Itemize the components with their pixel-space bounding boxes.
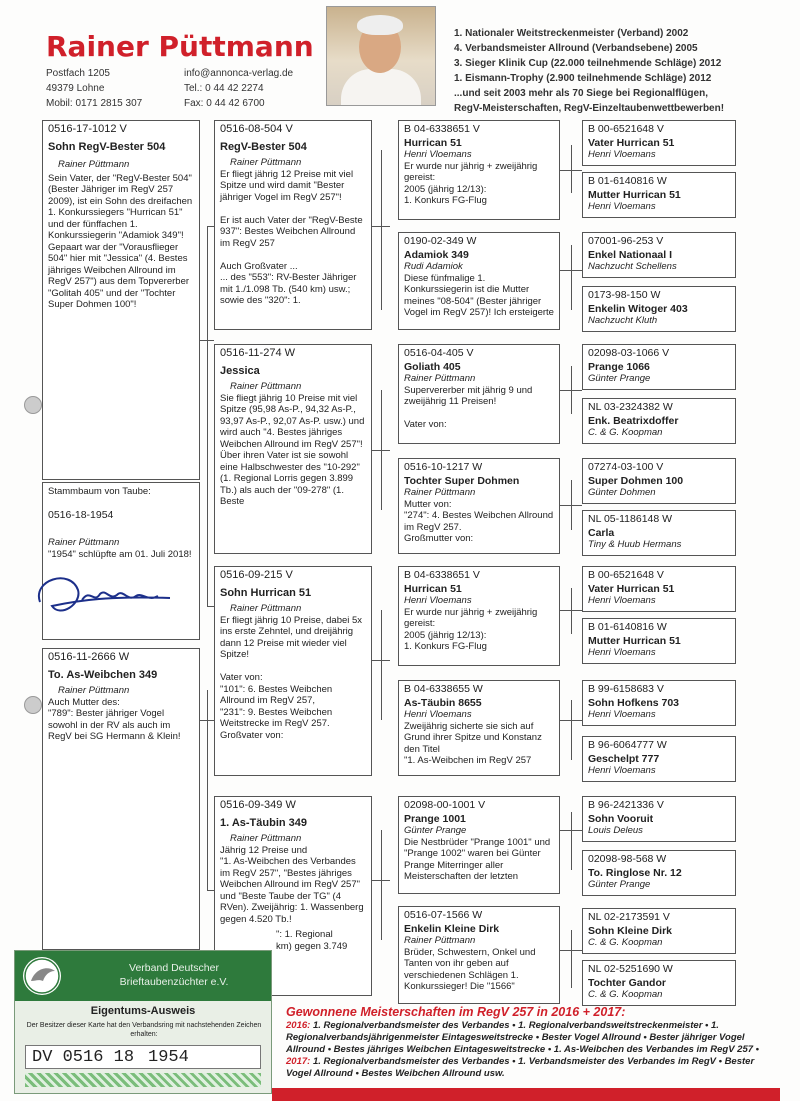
description: Er fliegt jährig 10 Preise, dabei 5x ins erste Zehntel, und dreijährig dann 12 Preise mit wieder viel Spitze! Vater von: "101": 6. Bestes Weibchen Allround im RegV 257, "231": 9. Bestes Weibchen Weitstrecke im RegV 257. Großvater von: (220, 614, 363, 741)
great-grandparent-card (582, 510, 736, 556)
ring-number: 07274-03-100 V (588, 461, 664, 473)
pigeon-name: Sohn Vooruit (588, 812, 654, 825)
ring-number: NL 02-2173591 V (588, 911, 670, 923)
great-grandparent-card (582, 618, 736, 664)
pigeon-name: Carla (588, 526, 615, 539)
description: Er fliegt jährig 12 Preise mit viel Spitze und wird damit "Bester jähriger Vogel im RegV 257"! Er ist auch Vater der "RegV-Beste 937": Bestes Weibchen Allround im RegV 257 Auch Großvater ... ... des "553": RV-Bester Jähriger mit 1./1.098 Tb. (540 km) usw.; sowie des "320": 1. (220, 168, 363, 306)
ring-number: 0173-98-150 W (588, 289, 661, 301)
parent-card-sire (214, 566, 372, 776)
description: Sie fliegt jährig 10 Preise mit viel Spitze (95,98 As-P., 94,32 As-P., 93,97 As-P., 92,07 As-P. usw.) und wird auch "4. Bestes jähriges Weibchen Allround im RegV 257"! Über ihren Vater ist sie sowohl eine Halbschwester des "10-292" (1. Regional Lorris gegen 3.899 Tb.) als auch der "09-278" (1. Beste (220, 392, 365, 507)
ring-number: 0516-07-1566 W (404, 909, 483, 921)
ring-number: NL 02-5251690 W (588, 963, 673, 975)
ring-number: 0516-10-1217 W (404, 461, 483, 473)
pigeon-name: Jessica (220, 364, 260, 377)
year-label: 2017: (286, 1056, 311, 1067)
ring-prefix: DV 0516 18 (32, 1048, 135, 1067)
ring-number: B 00-6521648 V (588, 569, 664, 581)
breeder: Nachzucht Schellens (588, 261, 677, 272)
ring-number: 02098-98-568 W (588, 853, 667, 865)
email: info@annonca-verlag.de (184, 68, 294, 79)
ring-number: 02098-00-1001 V (404, 799, 486, 811)
ring-number: 0516-17-1012 V (48, 123, 127, 135)
breeder: Günter Prange (404, 825, 467, 836)
description-continued: ": 1. Regional km) gegen 3.749 (276, 929, 348, 952)
breeder: Henri Vloemans (404, 595, 472, 606)
great-grandparent-card (582, 736, 736, 782)
description: Jährig 12 Preise und "1. As-Weibchen des Verbandes im RegV 257", "Bestes jähriges Weibchen Allround im RegV 257" und "Beste Taube der TG" (4 RVen). Zweijährig: 1. Wassenberg gegen 4.520 Tb.! (220, 844, 364, 925)
ring-number: B 04-6338651 V (404, 123, 480, 135)
great-grandparent-card (582, 458, 736, 504)
ring-number: 02098-03-1066 V (588, 347, 670, 359)
pigeon-name: To. As-Weibchen 349 (48, 668, 158, 681)
breeder: Rainer Püttmann (230, 157, 302, 168)
pigeon-name: Tochter Super Dohmen (404, 474, 520, 487)
description: Supervererber mit jährig 9 und zweijährig 11 Preisen! Vater von: (404, 384, 533, 430)
year-results: 1. Regionalverbandsmeister des Verbandes • 1. Verbandsmeister des Verbandes im RegV • Bester Vogel Allround • Bestes Weibchen Allround usw. (286, 1056, 755, 1079)
breeder: Louis Deleus (588, 825, 643, 836)
great-grandparent-card (582, 120, 736, 166)
breeder: Henri Vloemans (588, 765, 656, 776)
grandparent-card (398, 120, 560, 220)
grandparent-card (398, 458, 560, 554)
ring-number: B 99-6158683 V (588, 683, 664, 695)
breeder: Rainer Püttmann (58, 685, 130, 696)
punch-hole (24, 696, 42, 714)
ring-number: B 96-6064777 W (588, 739, 667, 751)
description: Er wurde nur jährig + zweijährig gereist: 2005 (jährig 12/13): 1. Konkurs FG-Flug (404, 606, 538, 652)
great-grandparent-card (582, 960, 736, 1006)
parent-card-dam (214, 344, 372, 554)
pigeon-name: Enkel Nationaal I (588, 248, 673, 261)
grandparent-card (398, 906, 560, 1004)
achievement: 1. Eismann-Trophy (2.900 teilnehmende Schläge) 2012 (454, 73, 712, 84)
phone: Tel.: 0 44 42 2274 (184, 83, 264, 94)
achievement: 1. Nationaler Weitstreckenmeister (Verband) 2002 (454, 28, 689, 39)
breeder: C. & G. Koopman (588, 989, 663, 1000)
grandparent-card (398, 232, 560, 330)
pigeon-name: Sohn Hurrican 51 (220, 586, 312, 599)
parent-card-sire (214, 120, 372, 330)
pigeon-name: Goliath 405 (404, 360, 461, 373)
description: Brüder, Schwestern, Onkel und Tanten von ihr geben auf verschiedenen Schlägen 1. Konkurssieger! Die "1566" (404, 946, 536, 992)
description: Mutter von: "274": 4. Bestes Weibchen Allround im RegV 257. Großmutter von: (404, 498, 554, 544)
breeder-name: Rainer Püttmann (46, 30, 314, 63)
great-grandparent-card (582, 796, 736, 842)
ring-number-field (25, 1045, 261, 1069)
pigeon-name: Super Dohmen 100 (588, 474, 684, 487)
pigeon-logo-icon (23, 957, 61, 995)
pigeon-name: Hurrican 51 (404, 136, 462, 149)
breeder: Günter Prange (588, 373, 651, 384)
pigeon-name: Mutter Hurrican 51 (588, 634, 681, 647)
grandparent-card (398, 796, 560, 894)
breeder: Henri Vloemans (588, 149, 656, 160)
ring-number: B 01-6140816 W (588, 175, 667, 187)
description: Zweijährig sicherte sie sich auf Grund ihrer Spitze und Konstanz den Titel "1. As-Weibchen im RegV 257 (404, 720, 542, 766)
ring-number: 0516-04-405 V (404, 347, 474, 359)
ring-number: B 04-6338655 W (404, 683, 483, 695)
address-line: Postfach 1205 (46, 68, 110, 79)
breeder: Rainer Püttmann (404, 373, 476, 384)
ring-number: 0516-08-504 V (220, 123, 293, 135)
championships-section (286, 1006, 770, 1080)
pigeon-name: Enkelin Kleine Dirk (404, 922, 500, 935)
great-grandparent-card (582, 232, 736, 278)
pigeon-name: Enk. Beatrixdoffer (588, 414, 679, 427)
pigeon-name: Adamiok 349 (404, 248, 469, 261)
breeder: Henri Vloemans (588, 709, 656, 720)
ownership-card (14, 950, 272, 1094)
breeder: Rainer Püttmann (48, 537, 120, 548)
year-results: 1. Regionalverbandsmeister des Verbandes • 1. Regionalverbandsweitstreckenmeister • 1. Regionalverbandsjährigenmeister Eintagesweitstrecke • Bester Vogel Allround • Bester jähriger Vogel Allround • Bestes jähriges Weibchen Eintagesweitstrecke • 1. As-Weibchen des Verbandes im RegV 257 • (286, 1020, 759, 1055)
great-grandparent-card (582, 850, 736, 896)
ring-number: 0516-18-1954 (48, 508, 114, 521)
pigeon-name: Mutter Hurrican 51 (588, 188, 681, 201)
ring-number: B 01-6140816 W (588, 621, 667, 633)
breeder: Henri Vloemans (404, 709, 472, 720)
card-header (15, 951, 271, 1001)
ring-number: 0516-11-274 W (220, 347, 296, 359)
hatch-note: "1954" schlüpfte am 01. Juli 2018! (48, 548, 192, 560)
great-grandparent-card (582, 398, 736, 444)
pigeon-name: Geschelpt 777 (588, 752, 660, 765)
great-grandparent-card (582, 566, 736, 612)
breeder: Henri Vloemans (588, 647, 656, 658)
description: Sein Vater, der "RegV-Bester 504" (Bester Jähriger im RegV 257 2009), ist ein Sohn des dreifachen 1. Konkurssiegers "Hurrican 51" und der fünffachen 1. Konkurssiegerin "Adamiok 349"! Gepaart war der "Vorausflieger 504" hier mit "Jessica" (4. Bestes jähriges Weibchen Allround im RegV 257") aus dem Topvererber "Golitah 405" und der "Tochter Super Dohmen 100"! (48, 172, 193, 310)
ring-serial: 1954 (148, 1048, 189, 1067)
pigeon-name: As-Täubin 8655 (404, 696, 482, 709)
card-hint: Der Besitzer dieser Karte hat den Verbandsring mit nachstehenden Zeichen erhalten: (26, 1022, 262, 1038)
root-mother-card (42, 648, 200, 950)
description: Diese fünfmalige 1. Konkurssiegerin ist die Mutter meines "08-504" (Bester jähriger Vogel im RegV 257)! Ich ersteigerte (404, 272, 554, 318)
ring-number: 0190-02-349 W (404, 235, 477, 247)
org-line: Brieftaubenzüchter e.V. (119, 976, 229, 988)
pedigree-label: Stammbaum von Taube: (48, 486, 151, 497)
pigeon-name: Prange 1001 (404, 812, 466, 825)
breeder: Rainer Püttmann (230, 833, 302, 844)
fax: Fax: 0 44 42 6700 (184, 98, 265, 109)
breeder: C. & G. Koopman (588, 937, 663, 948)
achievement: 4. Verbandsmeister Allround (Verbandsebene) 2005 (454, 43, 698, 54)
breeder: C. & G. Koopman (588, 427, 663, 438)
breeder: Rudi Adamiok (404, 261, 463, 272)
pigeon-name: Vater Hurrican 51 (588, 582, 675, 595)
ring-number: 0516-11-2666 W (48, 651, 130, 663)
description: Die Nestbrüder "Prange 1001" und "Prange 1002" waren bei Günter Prange Miterringer aller Meisterschaften der letzten (404, 836, 551, 882)
pigeon-name: Sohn Hofkens 703 (588, 696, 680, 709)
breeder: Nachzucht Kluth (588, 315, 658, 326)
championships-heading: Gewonnene Meisterschaften im RegV 257 in 2016 + 2017: (286, 1005, 626, 1019)
address-line: Mobil: 0171 2815 307 (46, 98, 143, 109)
organization-name (89, 961, 259, 989)
address-line: 49379 Lohne (46, 83, 105, 94)
breeder: Rainer Püttmann (230, 381, 302, 392)
ring-number: B 04-6338651 V (404, 569, 480, 581)
pigeon-name: Vater Hurrican 51 (588, 136, 675, 149)
breeder: Rainer Püttmann (230, 603, 302, 614)
great-grandparent-card (582, 680, 736, 726)
pigeon-name: Sohn RegV-Bester 504 (48, 140, 166, 153)
breeder: Rainer Püttmann (404, 487, 476, 498)
pigeon-name: To. Ringlose Nr. 12 (588, 866, 682, 879)
breeder-photo (326, 6, 436, 106)
pigeon-name: Prange 1066 (588, 360, 650, 373)
grandparent-card (398, 680, 560, 776)
achievements-list (454, 26, 724, 116)
breeder: Henri Vloemans (588, 201, 656, 212)
pigeon-name: Hurrican 51 (404, 582, 462, 595)
card-title: Eigentums-Ausweis (90, 1005, 196, 1017)
root-pigeon-card (42, 120, 200, 480)
great-grandparent-card (582, 908, 736, 954)
org-line: Verband Deutscher (129, 962, 219, 974)
description: Auch Mutter des: "789": Bester jähriger Vogel sowohl in der RV als auch im RegV bei SG Hermann & Klein! (48, 696, 181, 742)
breeder: Rainer Püttmann (404, 935, 476, 946)
ring-number: NL 03-2324382 W (588, 401, 673, 413)
ring-number: 0516-09-349 W (220, 799, 296, 811)
pigeon-name: RegV-Bester 504 (220, 140, 307, 153)
breeder: Günter Dohmen (588, 487, 656, 498)
ring-number: 07001-96-253 V (588, 235, 664, 247)
grandparent-card (398, 566, 560, 666)
punch-hole (24, 396, 42, 414)
contact-details (184, 66, 293, 111)
pigeon-name: Tochter Gandor (588, 976, 666, 989)
ring-number: B 96-2421336 V (588, 799, 664, 811)
grandparent-card (398, 344, 560, 444)
achievement: 3. Sieger Klinik Cup (22.000 teilnehmende Schläge) 2012 (454, 58, 722, 69)
breeder: Henri Vloemans (588, 595, 656, 606)
signature (30, 560, 180, 620)
breeder: Tiny & Huub Hermans (588, 539, 682, 550)
postal-address (46, 66, 142, 111)
ring-number: 0516-09-215 V (220, 569, 293, 581)
achievement: ...und seit 2003 mehr als 70 Siege bei Regionalflügen, (454, 88, 708, 99)
breeder: Henri Vloemans (404, 149, 472, 160)
breeder: Günter Prange (588, 879, 651, 890)
security-pattern (25, 1073, 261, 1087)
footer-bar (272, 1088, 780, 1101)
breeder: Rainer Püttmann (58, 159, 130, 170)
pigeon-name: Enkelin Witoger 403 (588, 302, 688, 315)
pigeon-name: 1. As-Täubin 349 (220, 816, 308, 829)
pigeon-name: Sohn Kleine Dirk (588, 924, 673, 937)
ring-number: B 00-6521648 V (588, 123, 664, 135)
great-grandparent-card (582, 344, 736, 390)
year-label: 2016: (286, 1020, 311, 1031)
ring-number: NL 05-1186148 W (588, 513, 673, 525)
great-grandparent-card (582, 286, 736, 332)
great-grandparent-card (582, 172, 736, 218)
description: Er wurde nur jährig + zweijährig gereist: 2005 (jährig 12/13): 1. Konkurs FG-Flug (404, 160, 538, 206)
achievement: RegV-Meisterschaften, RegV-Einzeltaubenwettbewerben! (454, 103, 725, 114)
